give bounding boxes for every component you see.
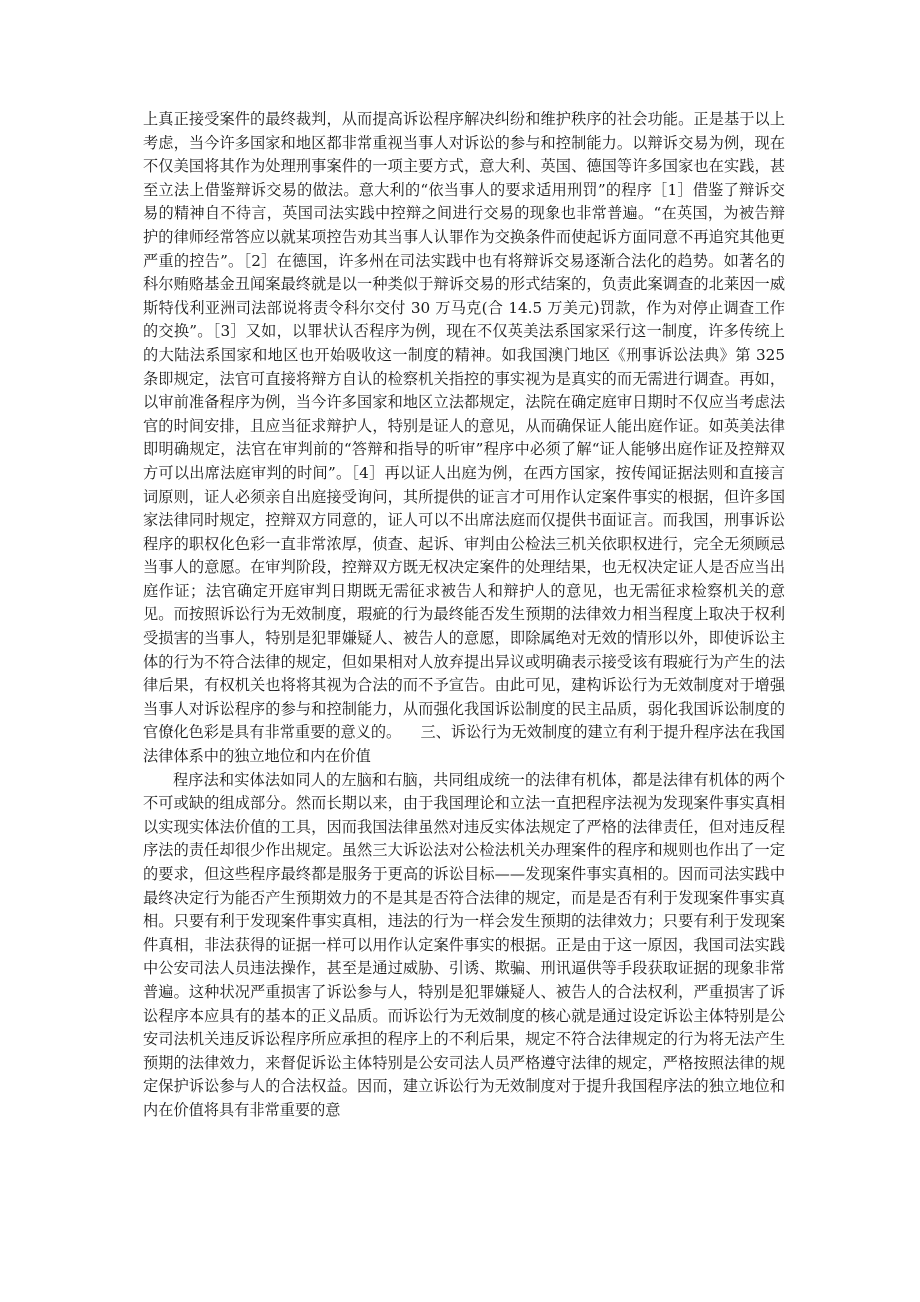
document-body: [143, 108, 790, 1123]
paragraph-1: 上真正接受案件的最终裁判，从而提高诉讼程序解决纠纷和维护秩序的社会功能。正是基于以上考虑，当今许多国家和地区都非常重视当事人对诉讼的参与和控制能力。以辩诉交易为例，现在不仅美国将其作为处理刑事案件的一项主要方式，意大利、英国、德国等许多国家也在实践，甚至立法上借鉴辩诉交易的做法。意大利的“依当事人的要求适用刑罚”的程序［1］借鉴了辩诉交易的精神自不待言，英国司法实践中控辩之间进行交易的现象也非常普遍。“在英国，为被告辩护的律师经常答应以就某项控告劝其当事人认罪作为交换条件而使起诉方面同意不再追究其他更严重的控告”。［2］在德国，许多州在司法实践中也有将辩诉交易逐渐合法化的趋势。如著名的科尔贿赂基金丑闻案最终就是以一种类似于辩诉交易的形式结案的，负责此案调查的北莱因一威斯特伐利亚洲司法部说将责令科尔交付 30 万马克(合 14.5 万美元)罚款，作为对停止调查工作的交换”。［3］又如，以罪状认否程序为例，现在不仅英美法系国家采行这一制度，许多传统上的大陆法系国家和地区也开始吸收这一制度的精神。如我国澳门地区《刑事诉讼法典》第 325 条即规定，法官可直接将辩方自认的检察机关指控的事实视为是真实的而无需进行调查。再如，以审前准备程序为例，当今许多国家和地区立法都规定，法院在确定庭审日期时不仅应当考虑法官的时间安排，且应当征求辩护人，特别是证人的意见，从而确保证人能出庭作证。如英美法律即明确规定，法官在审判前的“答辩和指导的听审”程序中必须了解“证人能够出庭作证及控辩双方可以出席法庭审判的时间”。［4］再以证人出庭为例，在西方国家，按传闻证据法则和直接言词原则，证人必须亲自出庭接受询问，其所提供的证言才可用作认定案件事实的根据，但许多国家法律同时规定，控辩双方同意的，证人可以不出席法庭而仅提供书面证言。而我国，刑事诉讼程序的职权化色彩一直非常浓厚，侦查、起诉、审判由公检法三机关依职权进行，完全无须顾忌当事人的意愿。在审判阶段，控辩双方既无权决定案件的处理结果，也无权决定证人是否应当出庭作证；法官确定开庭审判日期既无需征求被告人和辩护人的意见，也无需征求检察机关的意见。而按照诉讼行为无效制度，瑕疵的行为最终能否发生预期的法律效力相当程度上取决于权利受损害的当事人，特别是犯罪嫌疑人、被告人的意愿，即除属绝对无效的情形以外，即使诉讼主体的行为不符合法律的规定，但如果相对人放弃提出异议或明确表示接受该有瑕疵行为产生的法律后果，有权机关也将将其视为合法的而不予宣告。由此可见，建构诉讼行为无效制度对于增强当事人对诉讼程序的参与和控制能力，从而强化我国诉讼制度的民主品质，弱化我国诉讼制度的官僚化色彩是具有非常重要的意义的。 三、诉讼行为无效制度的建立有利于提升程序法在我国法律体系中的独立地位和内在价值: [143, 110, 790, 766]
paragraph-2: 程序法和实体法如同人的左脑和右脑，共同组成统一的法律有机体，都是法律有机体的两个不可或缺的组成部分。然而长期以来，由于我国理论和立法一直把程序法视为发现案件事实真相以实现实体法价值的工具，因而我国法律虽然对违反实体法规定了严格的法律责任，但对违反程序法的责任却很少作出规定。虽然三大诉讼法对公检法机关办理案件的程序和规则也作出了一定的要求，但这些程序最终都是服务于更高的诉讼目标——发现案件事实真相的。因而司法实践中最终决定行为能否产生预期效力的不是其是否符合法律的规定，而是是否有利于发现案件事实真相。只要有利于发现案件事实真相，违法的行为一样会发生预期的法律效力；只要有利于发现案件真相，非法获得的证据一样可以用作认定案件事实的根据。正是由于这一原因，我国司法实践中公安司法人员违法操作，甚至是通过威胁、引诱、欺骗、刑讯逼供等手段获取证据的现象非常普遍。这种状况严重损害了诉讼参与人，特别是犯罪嫌疑人、被告人的合法权利，严重损害了诉讼程序本应具有的基本的正义品质。而诉讼行为无效制度的核心就是通过设定诉讼主体特别是公安司法机关违反诉讼程序所应承担的程序上的不利后果，规定不符合法律规定的行为将无法产生预期的法律效力，来督促诉讼主体特别是公安司法人员严格遵守法律的规定，严格按照法律的规定保护诉讼参与人的合法权益。因而，建立诉讼行为无效制度对于提升我国程序法的独立地位和内在价值将具有非常重要的意: [143, 770, 785, 1119]
